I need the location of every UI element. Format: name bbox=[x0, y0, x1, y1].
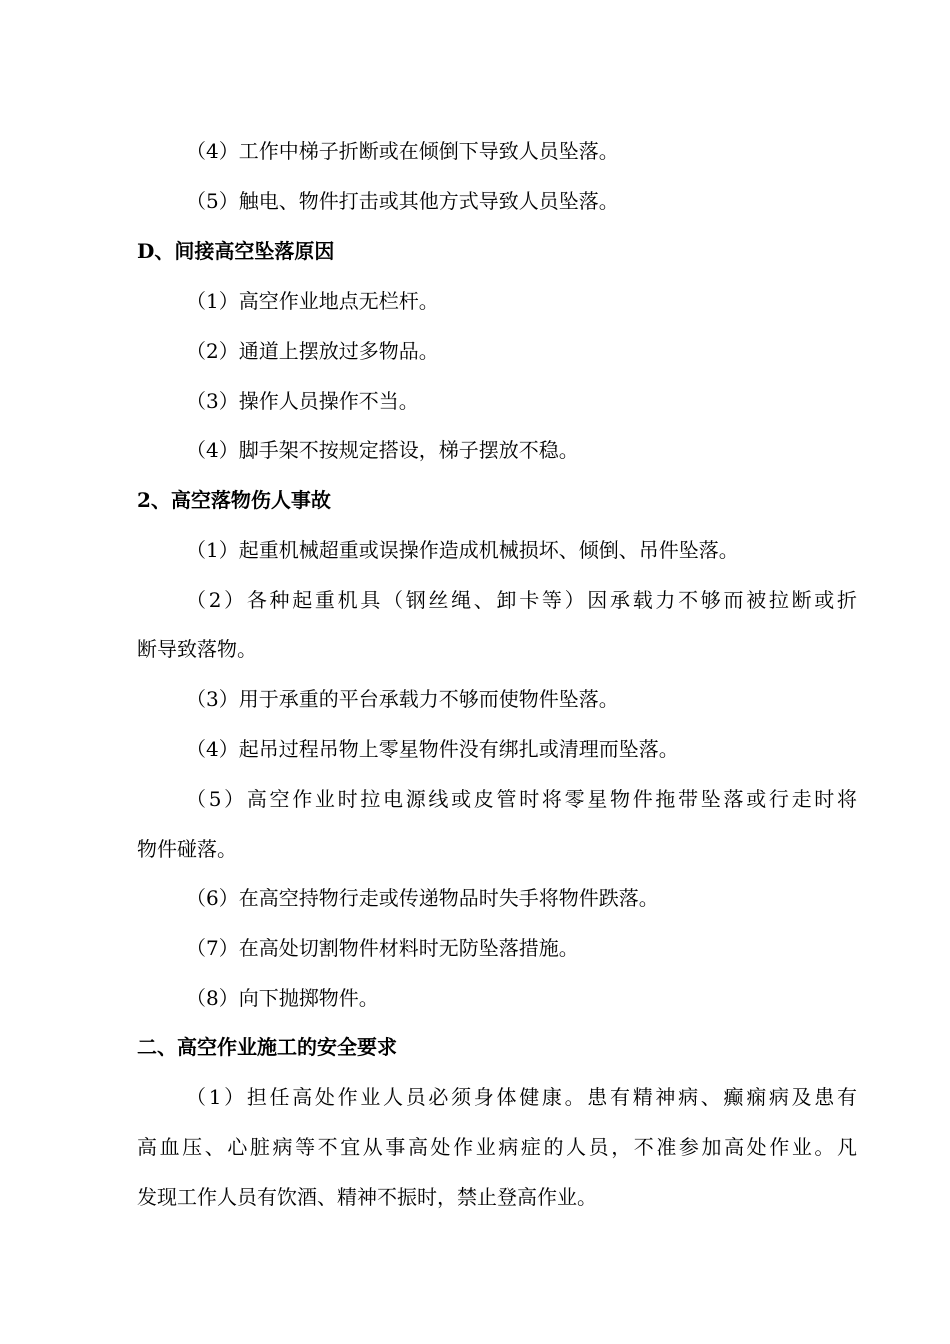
list-item-continuation: 发现工作人员有饮酒、精神不振时，禁止登高作业。 bbox=[137, 1185, 597, 1209]
list-item: （1）高空作业地点无栏杆。 bbox=[186, 289, 439, 313]
section-heading: D、间接高空坠落原因 bbox=[137, 239, 335, 263]
list-item-continuation: 高血压、心脏病等不宜从事高处作业病症的人员，不准参加高处作业。凡 bbox=[137, 1135, 857, 1159]
list-item: （4）起吊过程吊物上零星物件没有绑扎或清理而坠落。 bbox=[186, 737, 679, 761]
list-item: （4）工作中梯子折断或在倾倒下导致人员坠落。 bbox=[186, 139, 619, 163]
list-item: （6）在高空持物行走或传递物品时失手将物件跌落。 bbox=[186, 886, 659, 910]
list-item: （1）担任高处作业人员必须身体健康。患有精神病、癫痫病及患有 bbox=[186, 1085, 857, 1109]
list-item: （8）向下抛掷物件。 bbox=[186, 986, 379, 1010]
list-item: （2）通道上摆放过多物品。 bbox=[186, 339, 439, 363]
list-item: （5）高空作业时拉电源线或皮管时将零星物件拖带坠落或行走时将 bbox=[186, 787, 857, 811]
section-heading: 2、高空落物伤人事故 bbox=[137, 488, 331, 512]
list-item: （7）在高处切割物件材料时无防坠落措施。 bbox=[186, 936, 579, 960]
list-item: （2）各种起重机具（钢丝绳、卸卡等）因承载力不够而被拉断或折 bbox=[186, 588, 857, 612]
list-item-continuation: 物件碰落。 bbox=[137, 837, 237, 861]
list-item: （3）操作人员操作不当。 bbox=[186, 389, 419, 413]
list-item: （4）脚手架不按规定搭设，梯子摆放不稳。 bbox=[186, 438, 579, 462]
list-item: （3）用于承重的平台承载力不够而使物件坠落。 bbox=[186, 687, 619, 711]
list-item-continuation: 断导致落物。 bbox=[137, 637, 257, 661]
list-item: （5）触电、物件打击或其他方式导致人员坠落。 bbox=[186, 189, 619, 213]
section-heading: 二、高空作业施工的安全要求 bbox=[137, 1035, 397, 1059]
list-item: （1）起重机械超重或误操作造成机械损坏、倾倒、吊件坠落。 bbox=[186, 538, 739, 562]
